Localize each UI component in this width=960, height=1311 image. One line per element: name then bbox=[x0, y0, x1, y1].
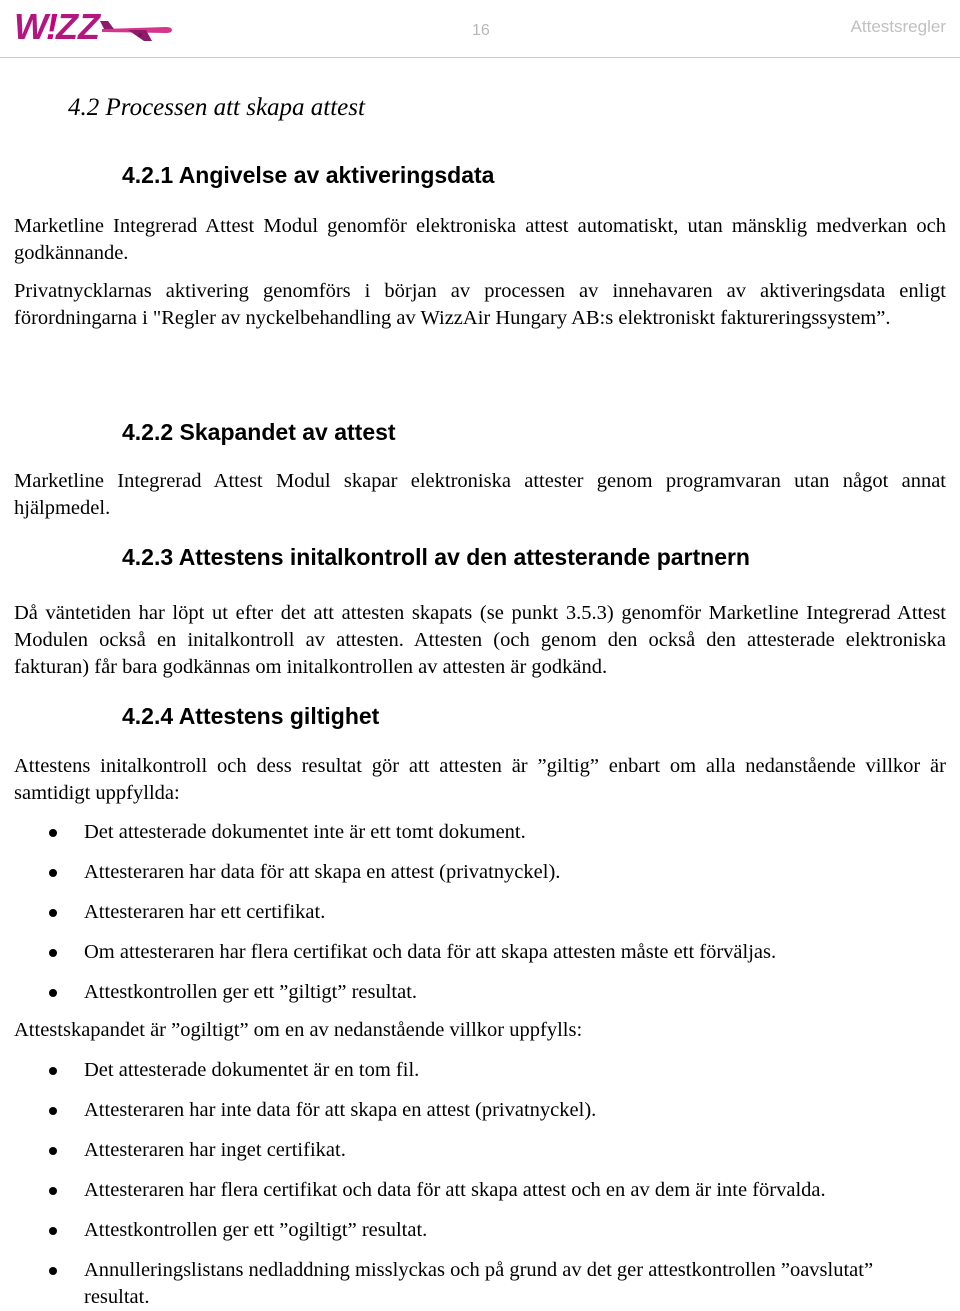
subsection-heading-423: 4.2.3 Attestens initalkontroll av den attesterande partnern bbox=[122, 544, 750, 570]
bullet-icon bbox=[49, 1147, 57, 1155]
page-number: 16 bbox=[472, 22, 490, 39]
paragraph-421-1: Marketline Integrerad Attest Modul genomför elektroniska attest automatiskt, utan mänsklig medverkan och godkännande. bbox=[14, 215, 946, 264]
section-heading: 4.2 Processen att skapa attest bbox=[68, 94, 365, 121]
paragraph-423-1: Då väntetiden har löpt ut efter det att attesten skapats (se punkt 3.5.3) genomför Marketline Integrerad Attest Modulen också en initalkontroll av attesten. Attesten (och genom den också den attesterade elektroniska fakturan) får bara godkännas om initalkontrollen av attesten är godkänd. bbox=[14, 602, 946, 678]
subsection-heading-424: 4.2.4 Attestens giltighet bbox=[122, 703, 380, 729]
page-header bbox=[0, 0, 960, 58]
paragraph-421-2: Privatnycklarnas aktivering genomförs i början av processen av innehavaren av aktiveringsdata enligt förordningarna i "Regler av nyckelbehandling av WizzAir Hungary AB:s elektroniskt faktureringssystem”. bbox=[14, 280, 946, 329]
paragraph-424-intro: Attestens initalkontroll och dess resultat gör att attesten är ”giltig” enbart om alla nedanstående villkor är samtidigt uppfyllda: bbox=[14, 755, 946, 804]
bullet-icon bbox=[49, 829, 57, 837]
bullet-icon bbox=[49, 1067, 57, 1075]
bullet-icon bbox=[49, 909, 57, 917]
paragraph-424-invalid-intro: Attestskapandet är ”ogiltigt” om en av nedanstående villkor uppfylls: bbox=[14, 1019, 583, 1041]
bullet-icon bbox=[49, 1187, 57, 1195]
bullet-icon bbox=[49, 949, 57, 957]
svg-text:!: ! bbox=[46, 6, 58, 47]
bullet-icon bbox=[49, 869, 57, 877]
paragraph-422-1: Marketline Integrerad Attest Modul skapar elektroniska attester genom programvaran utan något annat hjälpmedel. bbox=[14, 470, 946, 519]
svg-text:ZZ: ZZ bbox=[56, 6, 100, 47]
bullet-icon bbox=[49, 989, 57, 997]
document-page: W ! ZZ 16 Attestsregler 4.2 Processen att skapa attest 4.2.1 Angivelse av aktiveringsdata Marketline Integrerad Attest Modul genomför elektroniska attest automatiskt, utan mänsklig medverkan och godkännande. Privatnycklarnas aktivering genomförs i början av processen av innehavaren av aktiveringsdata enligt förordningarna i "Regler av nyckelbehandling av WizzAir Hungary AB:s elektroniskt faktureringssystem”. 4.2.2 Skapandet av attest Marketline Integrerad Attest Modul skapar elektroniska attester genom programvaran utan något annat hjälpmedel. 4.2.3 Attestens initalkontroll av den attesterande partnern Då väntetiden har löpt ut efter det att attesten skapats (se punkt 3.5.3) genomför Marketline Integrerad Attest Modulen också en initalkontroll av attesten. Attesten (och genom den också den attesterade elektroniska fakturan) får bara godkännas om initalkontrollen av attesten är godkänd. 4.2.4 Attestens giltighet Attestens initalkontroll och dess resultat gör att attesten är ”giltig” enbart om alla nedanstående villkor är samtidigt uppfyllda: Det attesterade dokumentet inte är ett tomt dokument. Attesteraren har data för att skapa en attest (privatnyckel). Attesteraren har ett certifikat. Om attesteraren har flera certifikat och data för att skapa attesten måste ett förväljas. Attestkontrollen ger ett ”giltigt” resultat. Attestskapandet är ”ogiltigt” om en av nedanstående villkor uppfylls: Det attesterade dokumentet är en tom fil. Attesteraren har inte data för att skapa en attest (privatnyckel). Attesteraren har inget certifikat. Attesteraren har flera certifikat och data för att skapa attest och en av dem är inte förvalda. Attestkontrollen ger ett ”ogiltigt” resultat. Annulleringslistans nedladdning misslyckas och på grund av det ger attestkontrollen ”oavslutat” resultat. bbox=[0, 0, 960, 1308]
svg-text:W: W bbox=[14, 6, 48, 47]
bullet-icon bbox=[49, 1267, 57, 1275]
bullet-icon bbox=[49, 1107, 57, 1115]
header-divider bbox=[0, 57, 960, 58]
subsection-heading-422: 4.2.2 Skapandet av attest bbox=[122, 419, 396, 445]
bullet-icon bbox=[49, 1227, 57, 1235]
running-title: Attestsregler bbox=[850, 17, 946, 36]
wizzair-logo bbox=[14, 5, 174, 47]
subsection-heading-421: 4.2.1 Angivelse av aktiveringsdata bbox=[122, 162, 495, 188]
